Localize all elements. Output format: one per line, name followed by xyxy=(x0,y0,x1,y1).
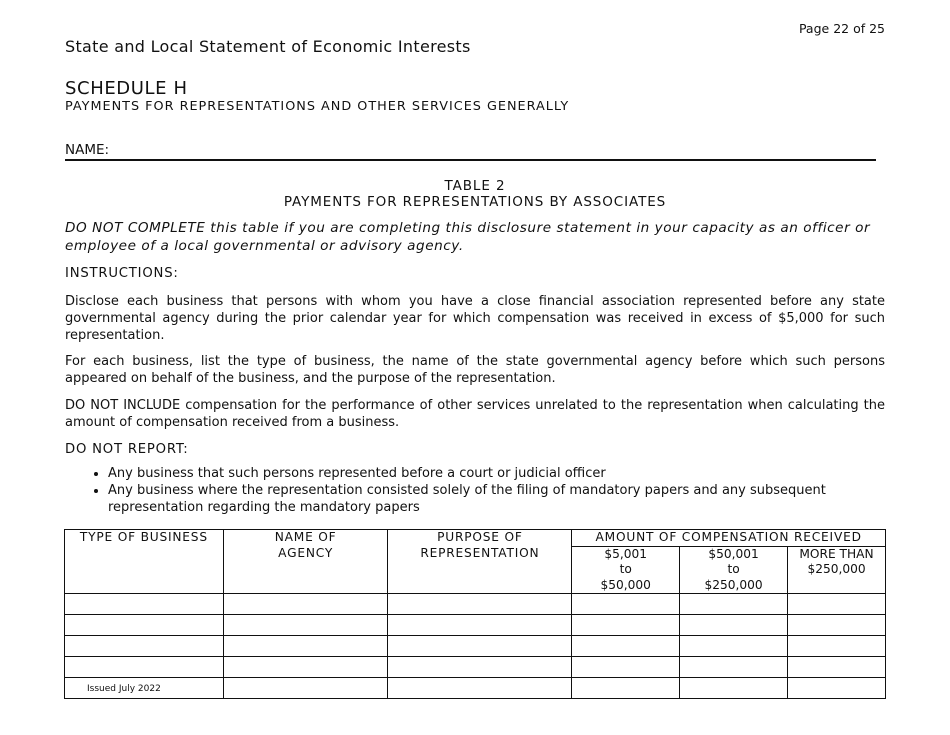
header-amount: AMOUNT OF COMPENSATION RECEIVED xyxy=(572,530,886,547)
cell-range-2[interactable] xyxy=(680,678,788,699)
page-number: Page 22 of 25 xyxy=(798,21,885,36)
cell-purpose[interactable] xyxy=(388,678,572,699)
name-field[interactable] xyxy=(65,142,876,161)
cell-range-3[interactable] xyxy=(788,678,886,699)
instructions-paragraph-2: For each business, list the type of business, the name of the state governmental agency before which such persons appeared on behalf of the business, and the purpose of the representation. xyxy=(65,354,885,386)
cell-range-2[interactable] xyxy=(680,594,788,615)
instructions-paragraph-3: DO NOT INCLUDE compensation for the performance of other services unrelated to the representation when calculating the amount of compensation received from a business. xyxy=(65,398,885,430)
cell-range-3[interactable] xyxy=(788,657,886,678)
cell-range-1[interactable] xyxy=(572,594,680,615)
cell-range-2[interactable] xyxy=(680,657,788,678)
header-name-of-agency: NAME OF AGENCY xyxy=(223,530,388,594)
cell-agency[interactable] xyxy=(223,678,388,699)
cell-agency[interactable] xyxy=(223,615,388,636)
cell-range-2[interactable] xyxy=(680,615,788,636)
table-row xyxy=(65,678,886,699)
instructions-paragraph-1: Disclose each business that persons with whom you have a close financial association represented before any state governmental agency during the prior calendar year for which compensation was received in excess of $5,000 for such representation. xyxy=(65,294,885,343)
cell-agency[interactable] xyxy=(223,594,388,615)
compensation-table xyxy=(64,529,886,699)
cell-range-3[interactable] xyxy=(788,636,886,657)
list-item: • Any business where the representation consisted solely of the filing of mandatory papers and any subsequent representation regarding the mandatory papers xyxy=(108,482,888,516)
header-range-2: $50,001 to $250,000 xyxy=(680,546,788,594)
cell-range-1[interactable] xyxy=(572,636,680,657)
issued-date: Issued July 2022 xyxy=(87,683,161,694)
cell-range-1[interactable] xyxy=(572,615,680,636)
cell-purpose[interactable] xyxy=(388,594,572,615)
cell-range-1[interactable] xyxy=(572,657,680,678)
header-type-of-business: TYPE OF BUSINESS xyxy=(65,530,224,594)
do-not-report-list xyxy=(65,465,888,516)
cell-type[interactable] xyxy=(65,594,224,615)
list-item: • Any business that such persons represented before a court or judicial officer xyxy=(108,465,888,482)
table-row xyxy=(65,615,886,636)
cell-agency[interactable] xyxy=(223,657,388,678)
note-text: DO NOT COMPLETE this table if you are completing this disclosure statement in your capacity as an officer or employee of a local governmental or advisory agency. xyxy=(65,220,871,254)
header-range-3: MORE THAN $250,000 xyxy=(788,546,886,594)
schedule-subtitle: PAYMENTS FOR REPRESENTATIONS AND OTHER SERVICES GENERALLY xyxy=(65,99,570,114)
cell-agency[interactable] xyxy=(223,636,388,657)
header-purpose: PURPOSE OF REPRESENTATION xyxy=(388,530,572,594)
form-title: State and Local Statement of Economic Interests xyxy=(65,37,471,56)
cell-range-3[interactable] xyxy=(788,615,886,636)
cell-type[interactable] xyxy=(65,678,224,699)
name-label: NAME: xyxy=(65,142,110,158)
do-not-report-label: DO NOT REPORT: xyxy=(65,442,189,457)
table-row xyxy=(65,657,886,678)
cell-range-3[interactable] xyxy=(788,594,886,615)
cell-type[interactable] xyxy=(65,657,224,678)
cell-type[interactable] xyxy=(65,636,224,657)
schedule-title: SCHEDULE H xyxy=(65,78,188,99)
table-heading-line2: PAYMENTS FOR REPRESENTATIONS BY ASSOCIATES xyxy=(283,194,667,210)
table-row xyxy=(65,636,886,657)
cell-purpose[interactable] xyxy=(388,636,572,657)
table-heading-line1: TABLE 2 xyxy=(444,178,506,194)
header-range-1: $5,001 to $50,000 xyxy=(572,546,680,594)
instructions-label: INSTRUCTIONS: xyxy=(65,266,179,281)
cell-range-2[interactable] xyxy=(680,636,788,657)
table-row xyxy=(65,594,886,615)
cell-range-1[interactable] xyxy=(572,678,680,699)
cell-purpose[interactable] xyxy=(388,615,572,636)
table-heading xyxy=(0,178,950,210)
cell-purpose[interactable] xyxy=(388,657,572,678)
cell-type[interactable] xyxy=(65,615,224,636)
